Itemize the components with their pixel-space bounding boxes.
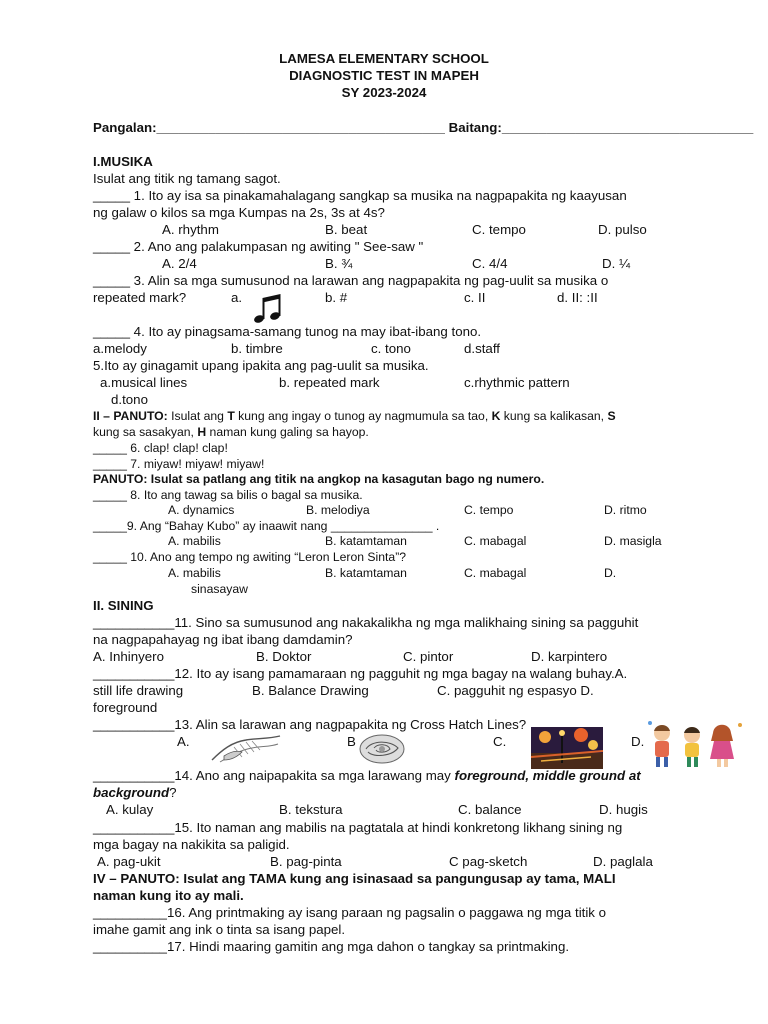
q4-option-a: a.melody (93, 341, 147, 356)
q9-option-c: C. mabagal (464, 534, 527, 548)
q3-option-b: b. # (325, 290, 348, 305)
q12-line1: ___________12. Ito ay isang pamamaraan ng pagguhit ng mga bagay na walang buhay.A. (93, 666, 628, 681)
q15-option-a: A. pag-ukit (97, 854, 161, 869)
q14-line2-text: ? (169, 785, 177, 800)
q2-option-a: A. 2/4 (162, 256, 197, 271)
children-image (644, 719, 748, 769)
q8-option-d: D. ritmo (604, 503, 647, 517)
music-notes-icon (252, 292, 282, 324)
q14-line1-text: ___________14. Ano ang naipapakita sa mga larawang may (93, 768, 455, 783)
q16-line2: imahe gamit ang ink o tinta sa isang papel. (93, 922, 346, 937)
q13-option-c: C. (493, 734, 507, 749)
q1-option-c: C. tempo (472, 222, 526, 237)
q14-option-b: B. tekstura (279, 802, 343, 817)
q13-option-a: A. (177, 734, 190, 749)
panuto2-K: K (491, 409, 501, 423)
q10-option-d-wrap: sinasayaw (191, 582, 248, 596)
q13-line: ___________13. Alin sa larawan ang nagpapakita ng Cross Hatch Lines? (93, 717, 527, 732)
test-title: DIAGNOSTIC TEST IN MAPEH (289, 68, 479, 83)
q3-line2: repeated mark? (93, 290, 187, 305)
q2-option-b: B. ¾ (325, 256, 353, 271)
panuto4-line2: naman kung ito ay mali. (93, 888, 244, 903)
rose-sketch-image (358, 732, 406, 766)
q14-option-a: A. kulay (106, 802, 154, 817)
q4-option-b: b. timbre (231, 341, 283, 356)
q5-option-a: a.musical lines (100, 375, 188, 390)
q9-option-b: B. katamtaman (325, 534, 407, 548)
q14-option-d: D. hugis (599, 802, 648, 817)
q8-option-a: A. dynamics (168, 503, 235, 517)
q11-option-b: B. Doktor (256, 649, 312, 664)
q10-line: _____ 10. Ano ang tempo ng awiting “Leron Leron Sinta”? (93, 550, 407, 564)
q15-option-b: B. pag-pinta (270, 854, 342, 869)
q1-line2: ng galaw o kilos sa mga Kumpas na 2s, 3s at 4s? (93, 205, 385, 220)
panuto2-line1 (93, 408, 616, 425)
q2-option-c: C. 4/4 (472, 256, 508, 271)
q17-line: __________17. Hindi maaring gamitin ang mga dahon o tangkay sa printmaking. (93, 939, 570, 954)
q9-line: _____9. Ang “Bahay Kubo” ay inaawit nang _______________ . (93, 519, 440, 533)
q2-option-d: D. ¼ (602, 256, 631, 271)
q12-line3: foreground (93, 700, 158, 715)
q8-option-c: C. tempo (464, 503, 514, 517)
q8-option-b: B. melodiya (306, 503, 370, 517)
q10-option-b: B. katamtaman (325, 566, 407, 580)
q1-line1: _____ 1. Ito ay isa sa pinakamahalagang sangkap sa musika na nagpapakita ng kaayusan (93, 188, 627, 203)
q12-option-b: B. Balance Drawing (252, 683, 369, 698)
q14-line2 (93, 784, 177, 801)
panuto2-text3: kung sa kalikasan, (500, 409, 608, 423)
panuto2-line2b: naman kung galing sa hayop. (206, 425, 369, 439)
q14-line2-emphasis: background (93, 785, 170, 800)
section-musika-title: I.MUSIKA (93, 154, 153, 169)
section-sining-title: II. SINING (93, 598, 154, 613)
q14-line1 (93, 767, 641, 784)
q5-option-b: b. repeated mark (279, 375, 380, 390)
panuto2-line2 (93, 424, 369, 441)
q13-option-d: D. (631, 734, 645, 749)
panuto2-S: S (607, 409, 616, 423)
q15-line1: ___________15. Ito naman ang mabilis na pagtatala at hindi konkretong likhang sining ng (93, 820, 623, 835)
q12-option-c: C. pagguhit ng espasyo D. (437, 683, 594, 698)
q2-line: _____ 2. Ano ang palakumpasan ng awiting " See-saw " (93, 239, 424, 254)
q1-option-b: B. beat (325, 222, 368, 237)
q11-option-a: A. Inhinyero (93, 649, 164, 664)
name-grade-line: Pangalan:_______________________________________ Baitang:__________________________________ (93, 120, 754, 135)
q12-line2: still life drawing (93, 683, 184, 698)
q5-option-d: d.tono (111, 392, 148, 407)
hand-drawing-image (210, 730, 282, 766)
q7-line: _____ 7. miyaw! miyaw! miyaw! (93, 457, 265, 471)
q5-line: 5.Ito ay ginagamit upang ipakita ang pag-uulit sa musika. (93, 358, 429, 373)
q6-line: _____ 6. clap! clap! clap! (93, 441, 228, 455)
q10-option-c: C. mabagal (464, 566, 527, 580)
q10-option-a: A. mabilis (168, 566, 221, 580)
q15-line2: mga bagay na nakikita sa paligid. (93, 837, 290, 852)
q11-option-c: C. pintor (403, 649, 454, 664)
school-year: SY 2023-2024 (341, 85, 427, 100)
q10-option-d: D. (604, 566, 617, 580)
q14-option-c: C. balance (458, 802, 522, 817)
q3-option-a: a. (231, 290, 243, 305)
street-painting-image (531, 727, 603, 769)
musika-instruction: Isulat ang titik ng tamang sagot. (93, 171, 281, 186)
q13-option-b: B (347, 734, 356, 749)
q11-line2: na nagpapahayag ng ibat ibang damdamin? (93, 632, 353, 647)
q11-line1: ___________11. Sino sa sumusunod ang nakakalikha ng mga malikhaing sining sa pagguhit (93, 615, 639, 630)
q3-line1: _____ 3. Alin sa mga sumusunod na larawan ang nagpapakita ng pag-uulit sa musika o (93, 273, 609, 288)
q15-option-d: D. paglala (593, 854, 653, 869)
panuto2-H: H (197, 425, 207, 439)
q4-option-c: c. tono (371, 341, 411, 356)
q4-option-d: d.staff (464, 341, 500, 356)
q3-option-d: d. II: :II (557, 290, 598, 305)
panuto2-line2a: kung sa sasakyan, (93, 425, 198, 439)
panuto2-T: T (227, 409, 235, 423)
q15-option-c: C pag-sketch (449, 854, 528, 869)
panuto2-label: II – PANUTO: (93, 409, 168, 423)
q1-option-d: D. pulso (598, 222, 647, 237)
q3-option-c: c. II (464, 290, 486, 305)
q1-option-a: A. rhythm (162, 222, 219, 237)
q5-option-c: c.rhythmic pattern (464, 375, 570, 390)
q4-line: _____ 4. Ito ay pinagsama-samang tunog na may ibat-ibang tono. (93, 324, 482, 339)
q9-option-a: A. mabilis (168, 534, 221, 548)
q14-line1-emphasis: foreground, middle ground at (454, 768, 641, 783)
panuto2-text2: kung ang ingay o tunog ay nagmumula sa tao, (234, 409, 492, 423)
panuto4-line1: IV – PANUTO: Isulat ang TAMA kung ang isinasaad sa pangungusap ay tama, MALI (93, 871, 616, 886)
panuto3-line: PANUTO: Isulat sa patlang ang titik na angkop na kasagutan bago ng numero. (93, 472, 545, 486)
q9-option-d: D. masigla (604, 534, 662, 548)
panuto2-text1: Isulat ang (167, 409, 228, 423)
q11-option-d: D. karpintero (531, 649, 608, 664)
school-name: LAMESA ELEMENTARY SCHOOL (279, 51, 489, 66)
q8-line: _____ 8. Ito ang tawag sa bilis o bagal sa musika. (93, 488, 363, 502)
q16-line1: __________16. Ang printmaking ay isang paraan ng pagsalin o paggawa ng mga titik o (93, 905, 607, 920)
